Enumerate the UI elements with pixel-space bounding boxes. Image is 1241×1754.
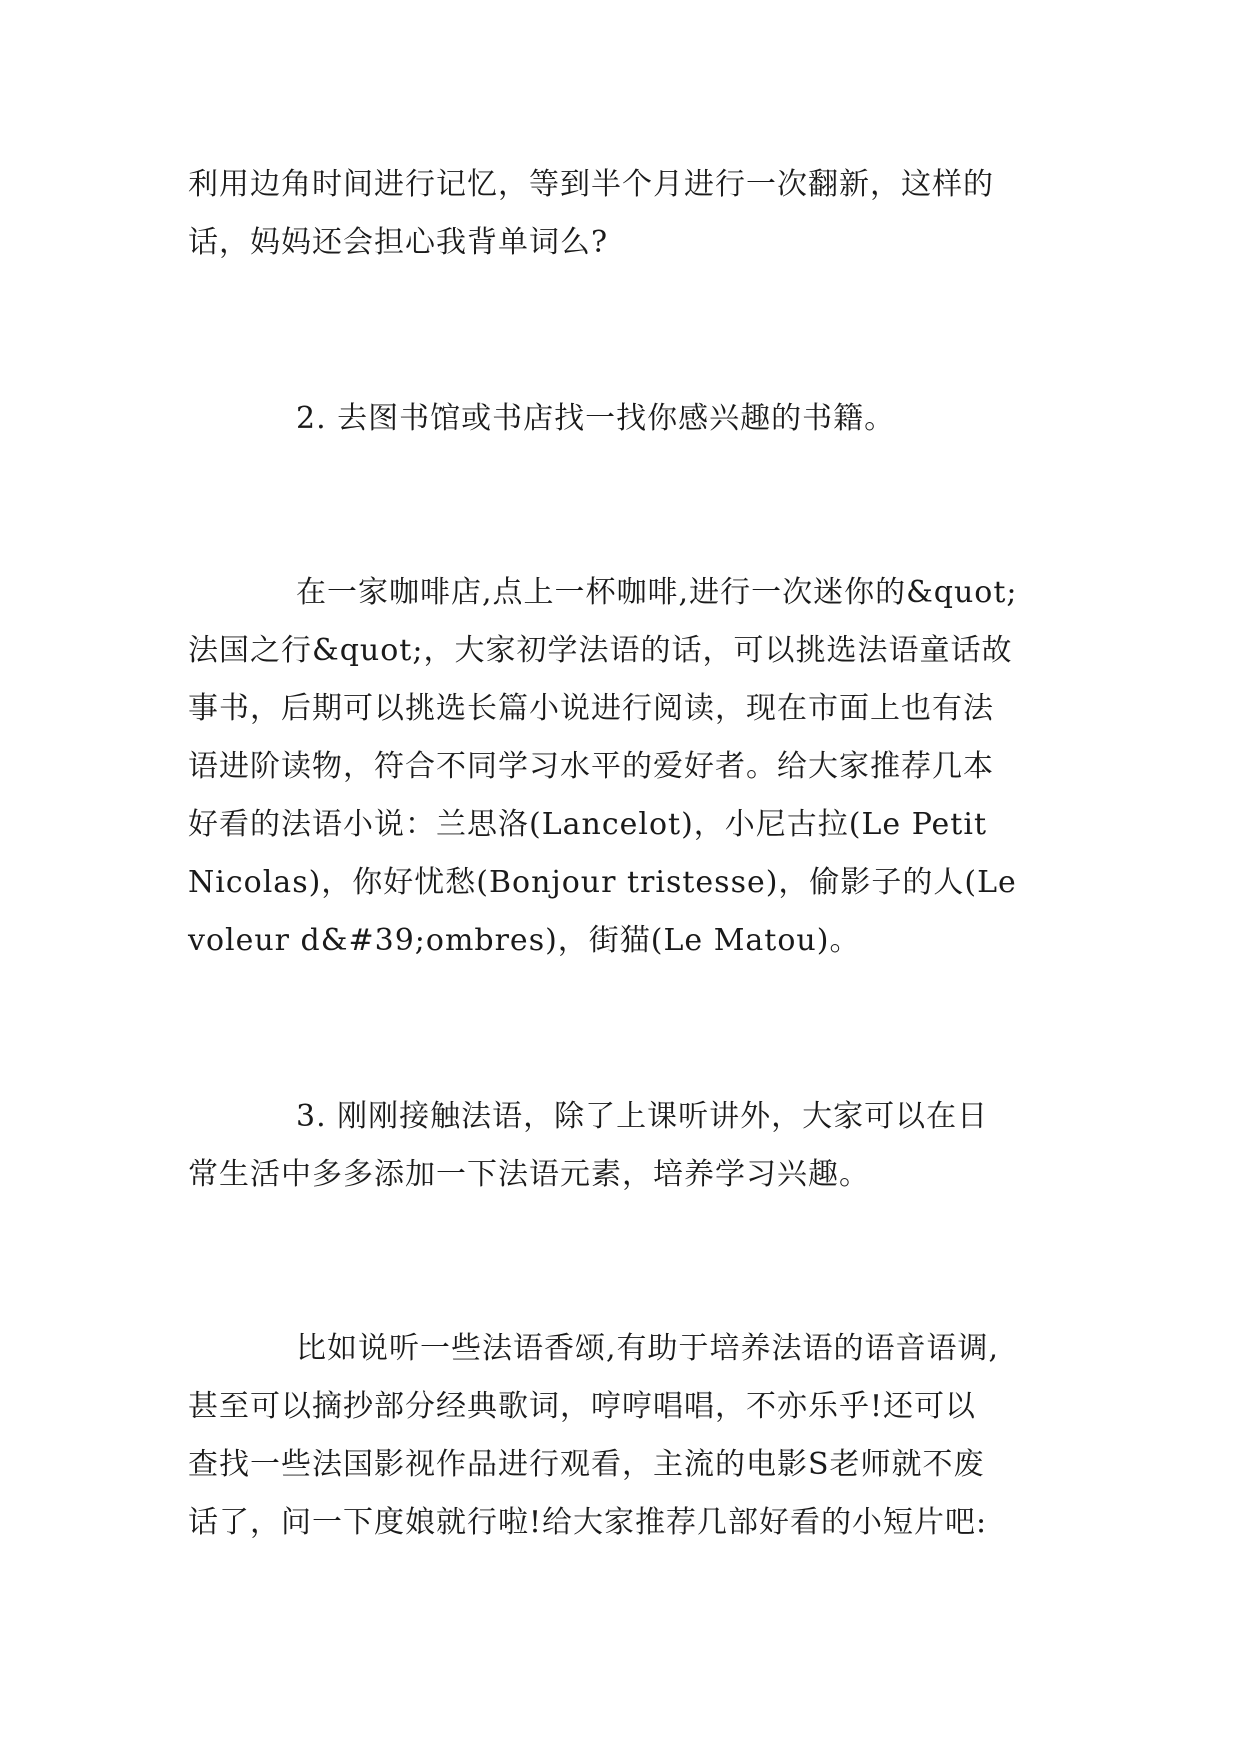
text-line: 话了，问一下度娘就行啦!给大家推荐几部好看的小短片吧: xyxy=(188,1505,988,1540)
text-line: 3. 刚刚接触法语，除了上课听讲外，大家可以在日 xyxy=(296,1099,989,1134)
text-line: 2. 去图书馆或书店找一找你感兴趣的书籍。 xyxy=(296,401,896,436)
text-line: 语进阶读物，符合不同学习水平的爱好者。给大家推荐几本 xyxy=(188,749,994,784)
text-line: Nicolas)，你好忧愁(Bonjour tristesse)，偷影子的人(Le xyxy=(188,865,1017,900)
text-line: 甚至可以摘抄部分经典歌词，哼哼唱唱，不亦乐乎!还可以 xyxy=(188,1389,977,1424)
paragraph-chanson-and-films xyxy=(188,1320,1058,1552)
text-line: 事书，后期可以挑选长篇小说进行阅读，现在市面上也有法 xyxy=(188,691,994,726)
paragraph-reading-recommendations xyxy=(188,564,1058,970)
text-line: 话，妈妈还会担心我背单词么? xyxy=(188,225,609,260)
paragraph-item-2-heading xyxy=(188,390,1058,448)
text-line: 好看的法语小说：兰思洛(Lancelot)，小尼古拉(Le Petit xyxy=(188,807,988,842)
text-line: voleur d&#39;ombres)，街猫(Le Matou)。 xyxy=(188,923,861,958)
text-line: 比如说听一些法语香颂,有助于培养法语的语音语调, xyxy=(296,1331,1000,1366)
text-line: 法国之行&quot;，大家初学法语的话，可以挑选法语童话故 xyxy=(188,633,1013,668)
paragraph-memorization-tip xyxy=(188,156,1058,272)
text-line: 在一家咖啡店,点上一杯咖啡,进行一次迷你的&quot; xyxy=(296,575,1018,610)
paragraph-item-3-heading xyxy=(188,1088,1058,1204)
text-line: 利用边角时间进行记忆，等到半个月进行一次翻新，这样的 xyxy=(188,167,994,202)
text-line: 查找一些法国影视作品进行观看，主流的电影S老师就不废 xyxy=(188,1447,985,1482)
text-line: 常生活中多多添加一下法语元素，培养学习兴趣。 xyxy=(188,1157,870,1192)
